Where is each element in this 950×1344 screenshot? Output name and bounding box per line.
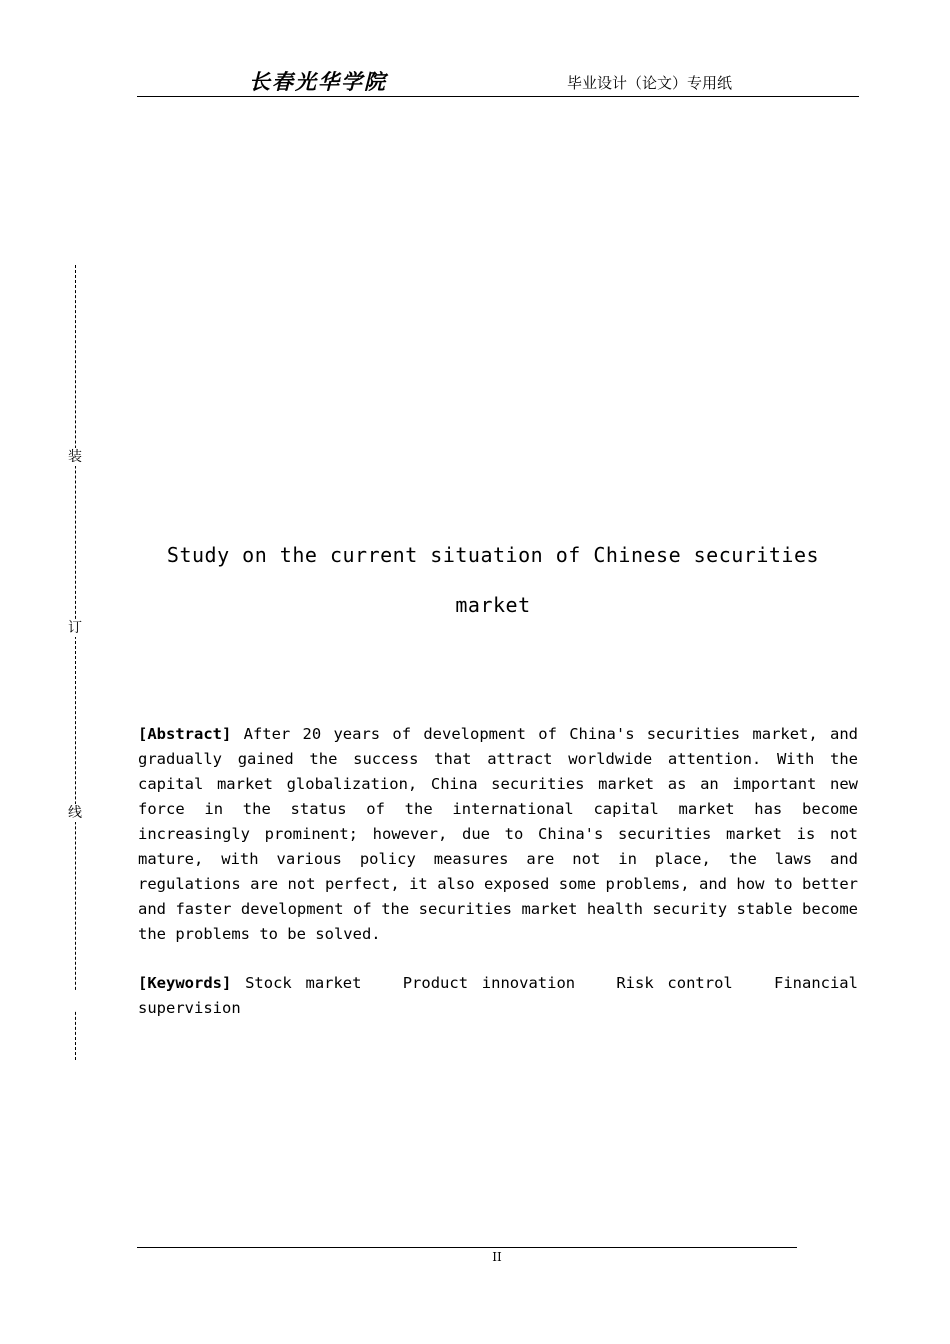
abstract-label: [Abstract] (138, 725, 232, 743)
binding-char-xian: 线 (68, 805, 82, 821)
page-number: II (492, 1250, 502, 1264)
abstract-paragraph (138, 722, 858, 947)
binding-line-gap (70, 990, 82, 1010)
paper-type-label: 毕业设计（论文）专用纸 (567, 74, 733, 92)
keywords-text: Stock market Product innovation Risk control Financial supervision (138, 974, 858, 1017)
keywords-paragraph (138, 971, 858, 1021)
binding-char-zhuang: 装 (68, 449, 82, 465)
page-header (137, 64, 859, 97)
abstract-text: After 20 years of development of China's securities market, and gradually gained the success that attract worldwide attention. With the capital market globalization, China securities market as an important new force in the status of the international capital market has become increasingly prominent; however, due to China's securities market is not mature, with various policy measures are not in place, the laws and regulations are not perfect, it also exposed some problems, and how to better and faster development of the securities market health security stable become the problems to be solved. (138, 725, 858, 943)
school-name: 长春光华学院 (249, 69, 387, 94)
footer-divider (137, 1247, 797, 1248)
keywords-label: [Keywords] (138, 974, 232, 992)
binding-line (75, 265, 77, 1060)
binding-char-ding: 订 (68, 620, 82, 636)
paper-title: Study on the current situation of Chinese securities market (166, 543, 820, 617)
